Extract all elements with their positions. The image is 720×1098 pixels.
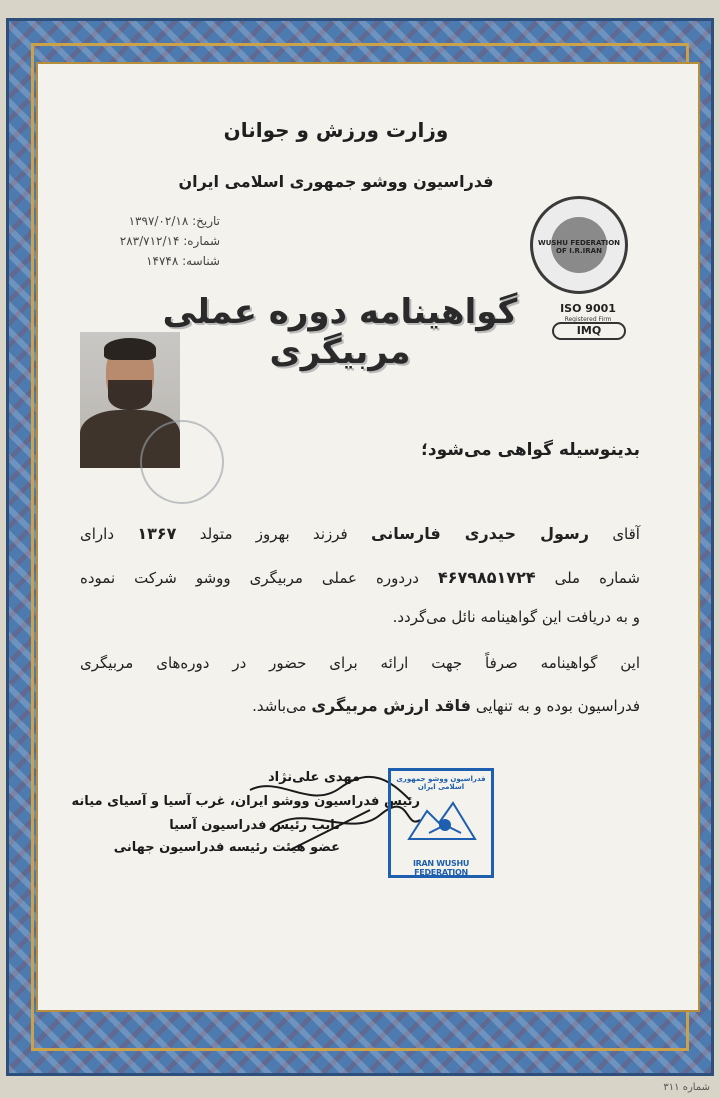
body-line-1: آقای رسول حیدری فارسانی فرزند بهروز متولد ۱۳۶۷ دارای xyxy=(80,524,640,543)
signatory-role-2: نایب رئیس فدراسیون آسیا xyxy=(169,818,340,833)
signatory-role-1: رئیس فدراسیون ووشو ایران، غرب آسیا و آسیای میانه xyxy=(71,794,420,809)
meta-id: شناسه: ۱۴۷۴۸ xyxy=(146,254,220,268)
body-line-2: شماره ملی ۴۶۷۹۸۵۱۷۲۴ دردوره عملی مربیگری ووشو شرکت نموده xyxy=(80,568,640,587)
signatory-name: مهدی علی‌نژاد xyxy=(267,770,360,785)
iso-label: ISO 9001 xyxy=(560,302,616,315)
stamp-bottom-text: IRAN WUSHU FEDERATION xyxy=(412,859,470,877)
birth-year: ۱۳۶۷ xyxy=(137,524,177,543)
ministry-title: وزارت ورزش و جوانان xyxy=(223,118,449,142)
federation-logo xyxy=(530,196,628,294)
body-line-5: فدراسیون بوده و به تنهایی فاقد ارزش مربیگری می‌باشد. xyxy=(252,696,640,715)
logo-text: WUSHU FEDERATION OF I.R.IRAN xyxy=(537,239,621,255)
photo-stamp xyxy=(140,420,224,504)
national-id: ۴۶۷۹۸۵۱۷۲۴ xyxy=(437,568,536,587)
holder-name: رسول حیدری فارسانی xyxy=(371,524,589,543)
imq-badge: IMQ xyxy=(552,322,626,340)
iso-registered: Registered Firm xyxy=(564,316,612,323)
certify-heading: بدینوسیله گواهی می‌شود؛ xyxy=(421,440,640,460)
certificate-title: گواهینامه دوره عملی مربیگری xyxy=(162,292,518,372)
federation-stamp xyxy=(388,768,494,878)
stamp-emblem xyxy=(405,793,479,845)
federation-title: فدراسیون ووشو جمهوری اسلامی ایران xyxy=(178,172,494,191)
footer-number: شماره ۳۱۱ xyxy=(663,1082,710,1093)
signatory-role-3: عضو هیئت رئیسه فدراسیون جهانی xyxy=(113,840,340,855)
stamp-top-text: فدراسیون ووشو جمهوری اسلامی ایران xyxy=(396,775,486,791)
meta-number: شماره: ۲۸۳/۷۱۲/۱۴ xyxy=(119,234,220,248)
body-line-4: این گواهینامه صرفاً جهت ارائه برای حضور در دوره‌های مربیگری xyxy=(80,654,640,672)
body-line-3: و به دریافت این گواهینامه نائل می‌گردد. xyxy=(392,608,640,626)
meta-date: تاریخ: ۱۳۹۷/۰۲/۱۸ xyxy=(128,214,220,228)
no-coaching-value: فاقد ارزش مربیگری xyxy=(311,696,472,715)
